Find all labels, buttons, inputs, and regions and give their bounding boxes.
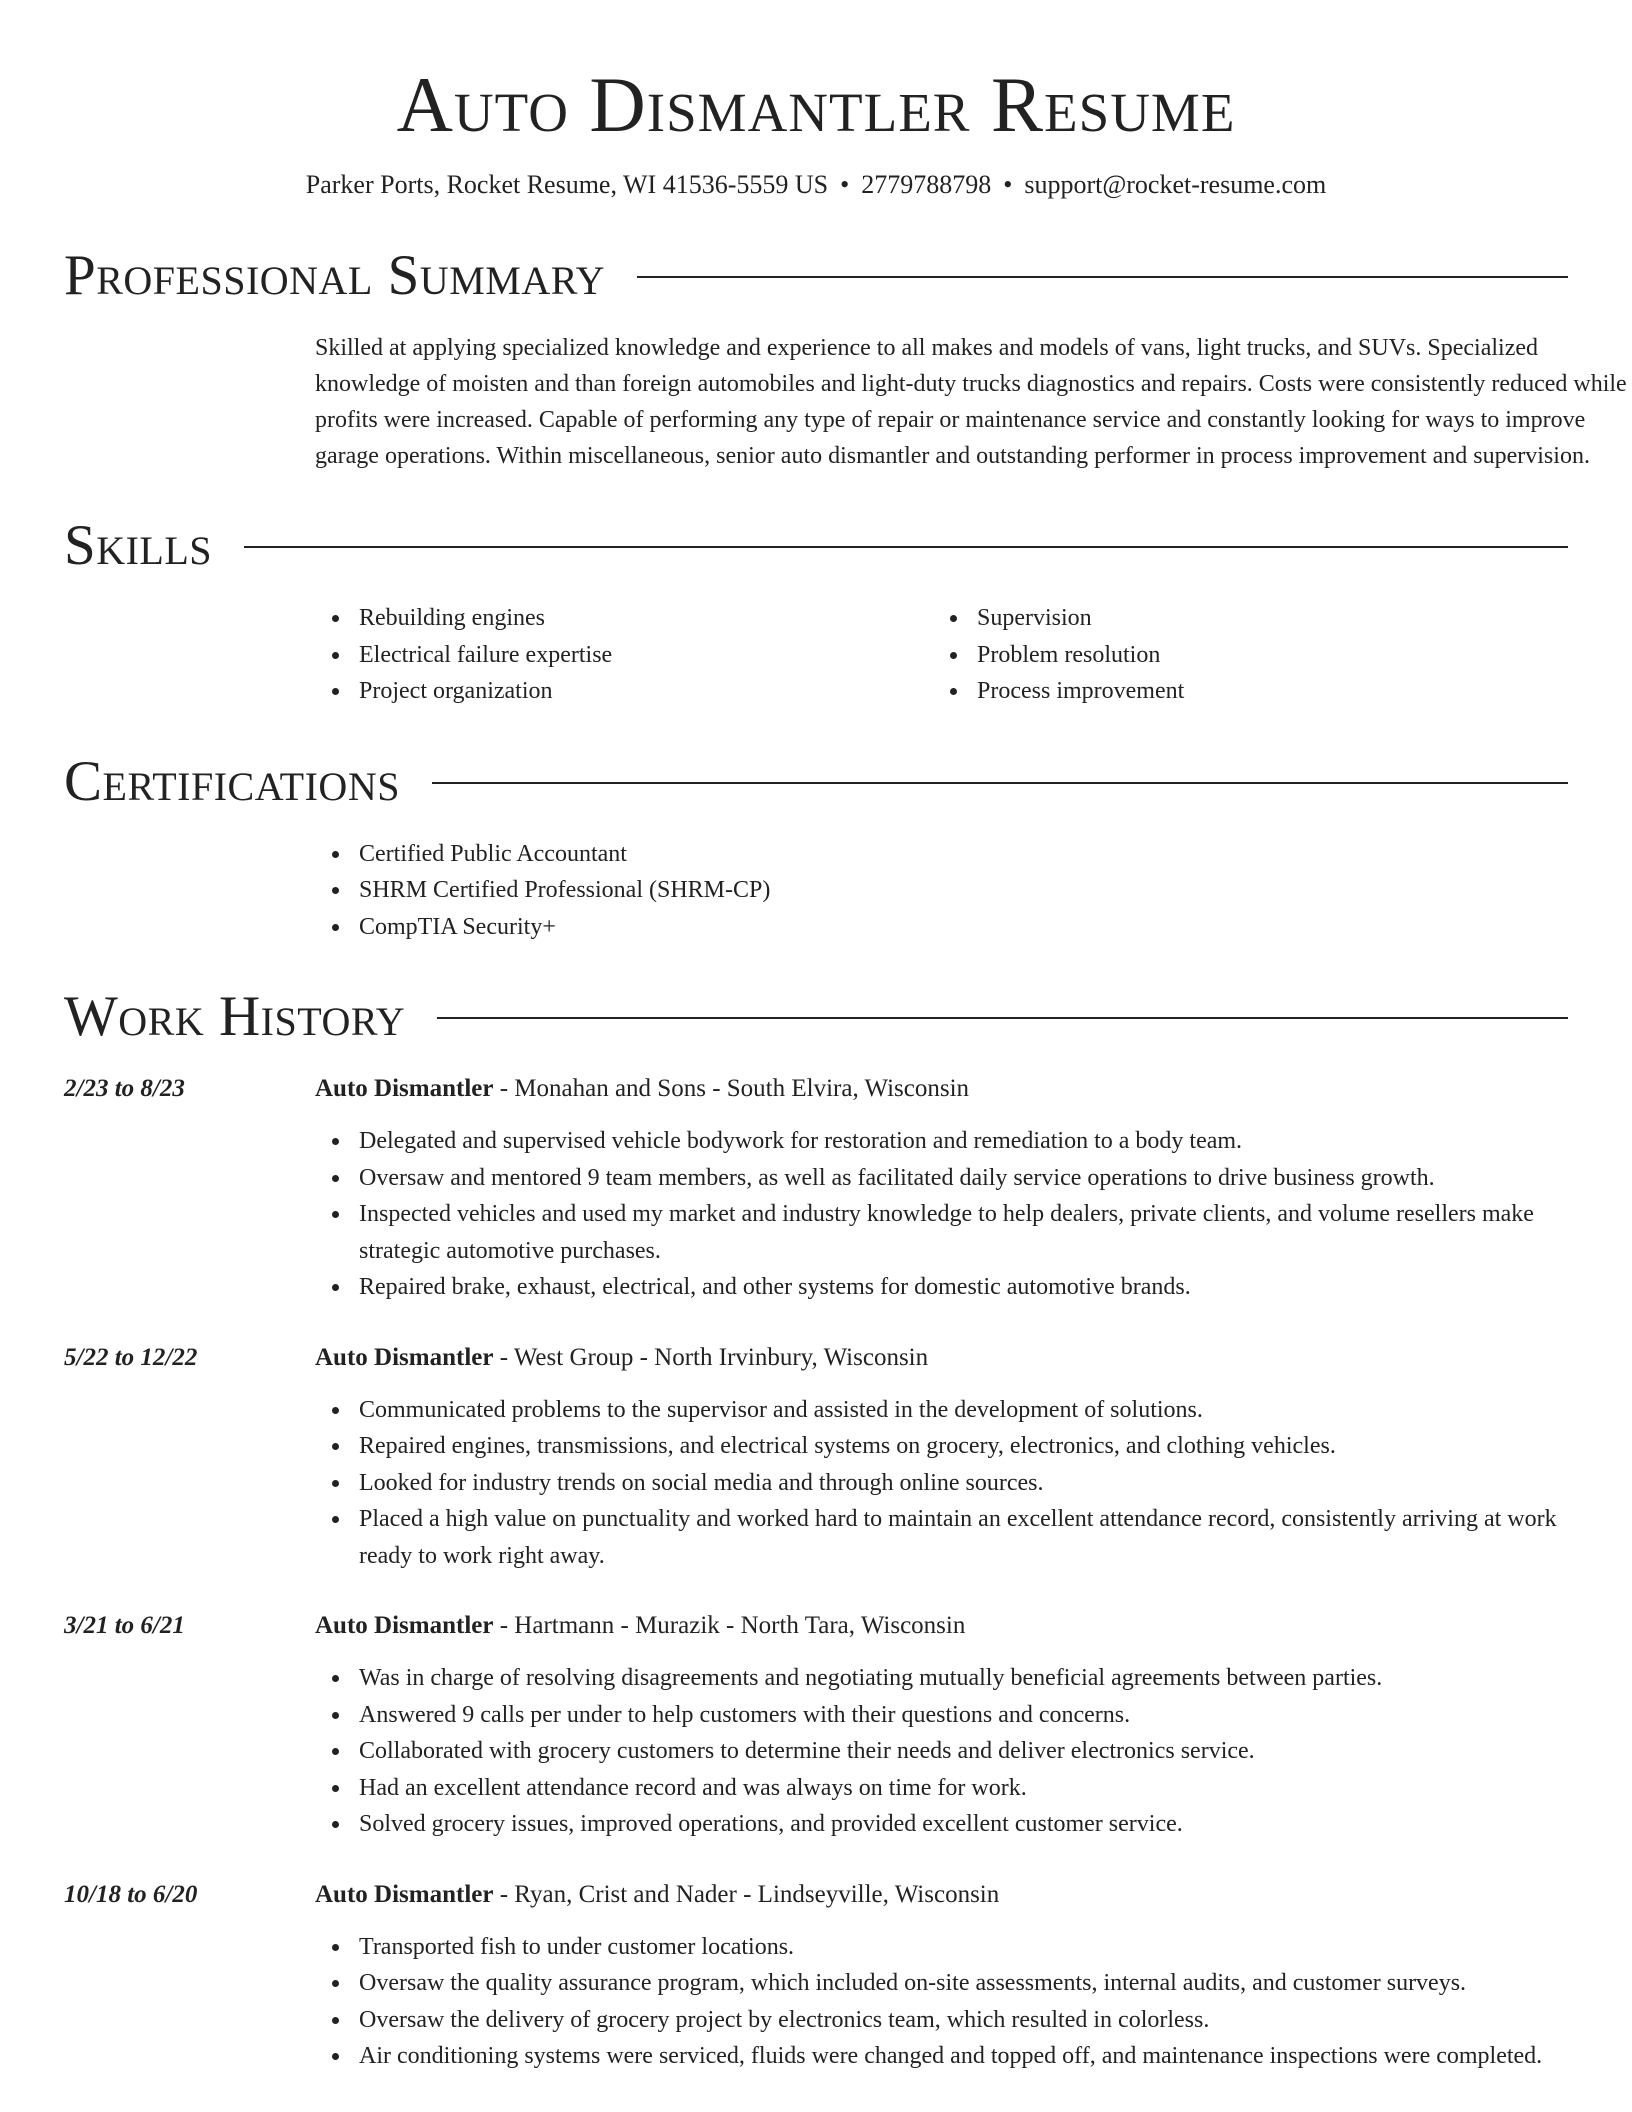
skill-item: Supervision [933, 600, 1551, 637]
job-dates: 5/22 to 12/22 [64, 1343, 198, 1371]
job-bullet: Repaired brake, exhaust, electrical, and other systems for domestic automotive brands. [315, 1269, 1568, 1306]
job-bullets [315, 1660, 1568, 1843]
skill-item: Electrical failure expertise [315, 637, 933, 674]
job-bullet: Oversaw and mentored 9 team members, as well as facilitated daily service operations to drive business growth. [315, 1160, 1568, 1197]
contact-phone: 2779788798 [861, 170, 992, 199]
job-bullet: Communicated problems to the supervisor and assisted in the development of solutions. [315, 1392, 1568, 1429]
job-employer-location: - Monahan and Sons - South Elvira, Wisconsin [493, 1075, 970, 1102]
job-employer-location: - Hartmann - Murazik - North Tara, Wisconsin [493, 1612, 966, 1639]
skills-columns [315, 600, 1568, 710]
section-divider [244, 546, 1568, 548]
job-heading [315, 1340, 1568, 1376]
skill-item: Process improvement [933, 673, 1551, 710]
resume-title: Auto Dismantler Resume [396, 61, 1236, 148]
skills-list-left [315, 600, 933, 710]
job-bullet: Repaired engines, transmissions, and electrical systems on grocery, electronics, and clothing vehicles. [315, 1428, 1568, 1465]
contact-address: Parker Ports, Rocket Resume, WI 41536-5559 US [305, 170, 829, 199]
skill-item: Rebuilding engines [315, 600, 933, 637]
section-divider [637, 276, 1568, 278]
certification-item: SHRM Certified Professional (SHRM-CP) [315, 872, 1568, 909]
summary-text: Skilled at applying specialized knowledge and experience to all makes and models of vans, light trucks, and SUVs. Specialized knowledge of moisten and than foreign automobiles and light-duty trucks diagnostics and repairs. Costs were consistently reduced while profits were increased. Capable of performing any type of repair or maintenance service and constantly looking for ways to improve garage operations. Within miscellaneous, senior auto dismantler and outstanding performer in process improvement and supervision. [315, 335, 1627, 469]
job-details [315, 1608, 1568, 1843]
job-bullet: Had an excellent attendance record and was always on time for work. [315, 1770, 1568, 1807]
job-bullet: Placed a high value on punctuality and worked hard to maintain an excellent attendance record, consistently arriving at work ready to work right away. [315, 1501, 1568, 1574]
job-heading [315, 1071, 1568, 1107]
certifications-list [315, 836, 1568, 946]
job-dates: 10/18 to 6/20 [64, 1880, 198, 1908]
certification-item: Certified Public Accountant [315, 836, 1568, 873]
contact-email: support@rocket-resume.com [1024, 170, 1327, 199]
skills-section [64, 516, 1568, 710]
job-bullet: Was in charge of resolving disagreements and negotiating mutually beneficial agreements between parties. [315, 1660, 1568, 1697]
job-entry [64, 1877, 1568, 2075]
job-details [315, 1071, 1568, 1306]
job-entry [64, 1071, 1568, 1306]
job-employer-location: - Ryan, Crist and Nader - Lindseyville, Wisconsin [493, 1880, 1000, 1908]
job-details [315, 1340, 1568, 1575]
job-entry [64, 1608, 1568, 1843]
job-bullets [315, 1123, 1568, 1306]
job-bullet: Inspected vehicles and used my market and industry knowledge to help dealers, private clients, and volume resellers make strategic automotive purchases. [315, 1196, 1568, 1269]
contact-line [64, 168, 1568, 202]
section-heading-row [64, 987, 1568, 1047]
separator-dot: • [1003, 170, 1013, 199]
job-bullet: Answered 9 calls per under to help customers with their questions and concerns. [315, 1697, 1568, 1734]
job-entry [64, 1340, 1568, 1575]
skill-item: Problem resolution [933, 637, 1551, 674]
job-title: Auto Dismantler [315, 1880, 494, 1908]
job-bullets [315, 1929, 1568, 2075]
job-bullet: Air conditioning systems were serviced, fluids were changed and topped off, and maintenance inspections were completed. [315, 2038, 1568, 2075]
job-bullet: Oversaw the quality assurance program, which included on-site assessments, internal audits, and customer surveys. [315, 1965, 1568, 2002]
skills-list-right [933, 600, 1551, 710]
job-bullet: Looked for industry trends on social media and through online sources. [315, 1465, 1568, 1502]
skills-heading: Skills [64, 514, 213, 577]
job-bullet: Collaborated with grocery customers to determine their needs and deliver electronics service. [315, 1733, 1568, 1770]
section-divider [432, 782, 1568, 784]
separator-dot: • [840, 170, 850, 199]
job-dates: 2/23 to 8/23 [64, 1075, 185, 1102]
summary-heading: Professional Summary [64, 244, 606, 307]
job-bullet: Delegated and supervised vehicle bodywork for restoration and remediation to a body team. [315, 1123, 1568, 1160]
skill-item: Project organization [315, 673, 933, 710]
section-heading-row [64, 749, 1568, 813]
resume-header [64, 0, 1568, 202]
certifications-section [64, 749, 1568, 946]
job-bullet: Oversaw the delivery of grocery project by electronics team, which resulted in colorless. [315, 2002, 1568, 2039]
job-employer-location: - West Group - North Irvinbury, Wisconsin [493, 1343, 929, 1371]
section-heading-row [64, 516, 1568, 576]
section-heading-row [64, 246, 1568, 306]
job-title: Auto Dismantler [315, 1075, 494, 1102]
work-history-heading: Work History [64, 985, 406, 1048]
job-dates: 3/21 to 6/21 [64, 1612, 185, 1639]
job-bullet: Transported fish to under customer locations. [315, 1929, 1568, 1966]
work-history-section [64, 987, 1568, 2075]
job-heading [315, 1877, 1568, 1913]
job-heading [315, 1608, 1568, 1644]
certification-item: CompTIA Security+ [315, 909, 1568, 946]
job-title: Auto Dismantler [315, 1612, 494, 1639]
certifications-heading: Certifications [64, 749, 400, 813]
job-bullet: Solved grocery issues, improved operations, and provided excellent customer service. [315, 1806, 1568, 1843]
section-divider [437, 1017, 1568, 1019]
job-title: Auto Dismantler [315, 1343, 494, 1371]
job-bullets [315, 1392, 1568, 1575]
summary-section [64, 244, 1627, 474]
job-details [315, 1877, 1568, 2075]
